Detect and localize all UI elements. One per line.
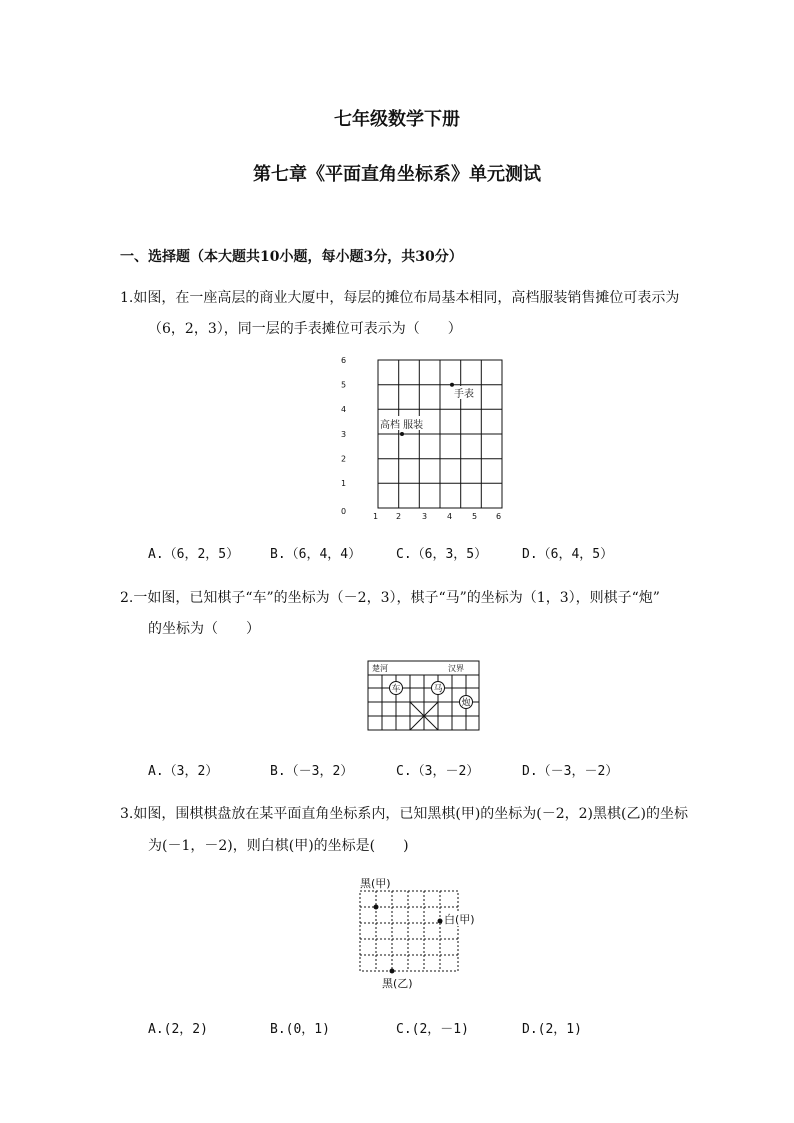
question-2-option-b[interactable]: B.（－3，2） — [270, 764, 354, 779]
question-1-figure — [336, 352, 516, 524]
q1-y-tick-4: 4 — [341, 405, 347, 414]
question-2-option-c[interactable]: C.（3，－2） — [396, 764, 480, 779]
q1-label-clothing: 高档 服装 — [380, 420, 424, 431]
question-1-option-d[interactable]: D.（6，4，5） — [522, 547, 614, 562]
q1-y-tick-2: 2 — [341, 454, 347, 464]
q1-x-tick-3: 3 — [422, 512, 428, 521]
q1-label-watch: 手表 — [454, 389, 474, 400]
q3-go-board — [360, 891, 458, 971]
q1-y-tick-3: 3 — [341, 430, 347, 439]
q1-x-tick-1: 1 — [373, 512, 379, 521]
q3-stone-black-a — [374, 905, 379, 910]
q1-x-tick-2: 2 — [396, 512, 402, 521]
q1-y-tick-5: 5 — [341, 380, 347, 390]
question-3-option-d[interactable]: D.(2，1) — [522, 1022, 582, 1037]
section-heading: 一、选择题（本大题共10小题，每小题3分，共30分） — [120, 249, 463, 265]
q1-x-tick-5: 5 — [472, 512, 478, 521]
page-title: 七年级数学下册 — [334, 109, 460, 130]
question-3-line-1: 3.如图，围棋棋盘放在某平面直角坐标系内，已知黑棋(甲)的坐标为(－2，2)黑棋(乙)的坐标 — [120, 806, 688, 822]
question-2-figure — [366, 659, 482, 733]
question-1-line-2: （6，2，3），同一层的手表摊位可表示为（ ） — [148, 321, 462, 337]
q1-point-watch — [450, 383, 454, 387]
q2-piece-pao: 炮 — [461, 698, 471, 709]
question-1-line-1: 1.如图，在一座高层的商业大厦中，每层的摊位布局基本相同，高档服装销售摊位可表示为 — [120, 290, 680, 306]
question-3-line-2: 为(－1，－2)，则白棋(甲)的坐标是( ) — [148, 838, 409, 854]
question-1-option-c[interactable]: C.（6，3，5） — [396, 547, 488, 562]
q1-x-tick-4: 4 — [447, 512, 453, 521]
q2-piece-che: 车 — [391, 684, 401, 695]
q1-point-clothing — [400, 432, 404, 436]
question-1-option-a[interactable]: A.（6，2，5） — [148, 547, 240, 562]
q3-label-black-a: 黑(甲) — [360, 877, 391, 890]
q2-river-right: 汉界 — [448, 664, 464, 673]
q3-label-white-a: 白(甲) — [444, 913, 475, 926]
page-subtitle: 第七章《平面直角坐标系》单元测试 — [253, 164, 541, 185]
question-2-line-2: 的坐标为（ ） — [148, 621, 260, 637]
q1-x-tick-6: 6 — [496, 512, 502, 521]
question-2-option-a[interactable]: A.（3，2） — [148, 764, 219, 779]
question-2-option-d[interactable]: D.（－3，－2） — [522, 764, 619, 779]
q3-stone-black-b — [390, 969, 395, 974]
question-3-option-a[interactable]: A.(2，2) — [148, 1022, 208, 1037]
question-1-option-b[interactable]: B.（6，4，4） — [270, 547, 362, 562]
question-2-line-1: 2.一如图，已知棋子“车”的坐标为（－2，3），棋子“马”的坐标为（1，3），则棋子“炮” — [120, 590, 660, 606]
q1-grid — [378, 360, 502, 508]
q3-label-black-b: 黑(乙) — [382, 977, 413, 990]
q3-stone-white-a — [438, 919, 443, 924]
q2-river-left: 楚河 — [372, 664, 388, 673]
question-3-option-b[interactable]: B.(0，1) — [270, 1022, 330, 1037]
q1-origin-label: 0 — [341, 507, 347, 516]
question-3-option-c[interactable]: C.(2，－1) — [396, 1022, 469, 1037]
q1-y-tick-1: 1 — [341, 479, 347, 488]
q2-piece-ma: 马 — [433, 684, 443, 695]
q1-y-tick-6: 6 — [341, 356, 347, 365]
question-3-figure — [356, 873, 496, 995]
